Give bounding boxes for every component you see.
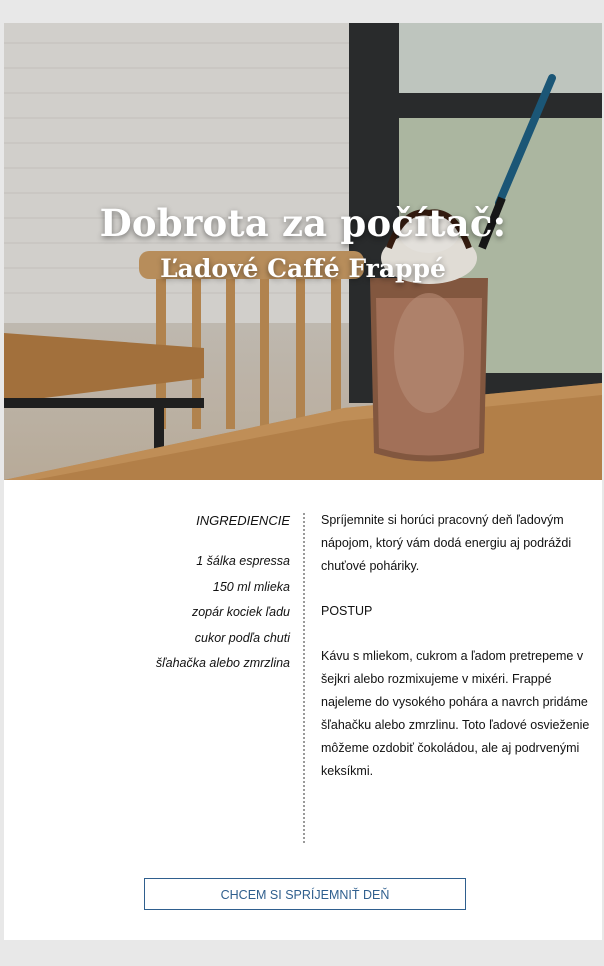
ingredients-list <box>4 551 290 679</box>
ingredients-heading: INGREDIENCIE <box>196 513 290 528</box>
hero-title: Dobrota za počítač: <box>99 201 507 245</box>
intro-text: Spríjemnite si horúci pracovný deň ľadovým nápojom, ktorý vám dodá energiu aj podráždi chuťové poháriky. <box>321 513 572 573</box>
dotted-divider <box>303 513 305 843</box>
ingredient-item: cukor podľa chuti <box>194 630 290 645</box>
ingredients-column <box>4 513 290 679</box>
ingredient-item: šľahačka alebo zmrzlina <box>155 656 290 670</box>
ingredient-item: 1 šálka espressa <box>196 554 290 568</box>
cta-button[interactable]: CHCEM SI SPRÍJEMNIŤ DEŇ <box>144 878 466 910</box>
method-text: Kávu s mliekom, cukrom a ľadom pretrepeme v šejkri alebo rozmixujeme v mixéri. Frappé najeleme do vysokého pohára a navrch pridáme šľahačku alebo zmrzlinu. Toto ľadové osvieženie môžeme ozdobiť čokoládou, ale aj podrvenými keksíkmi. <box>321 649 590 778</box>
email-card <box>4 23 602 940</box>
description-column <box>321 509 593 783</box>
hero-image <box>4 23 602 480</box>
hero-subtitle: Ľadové Caffé Frappé <box>160 254 446 283</box>
coffee-frappe-photo <box>4 23 602 480</box>
ingredient-item: 150 ml mlieka <box>212 579 290 594</box>
method-heading: POSTUP <box>321 604 373 618</box>
ingredient-item: zopár kociek ľadu <box>191 605 290 619</box>
